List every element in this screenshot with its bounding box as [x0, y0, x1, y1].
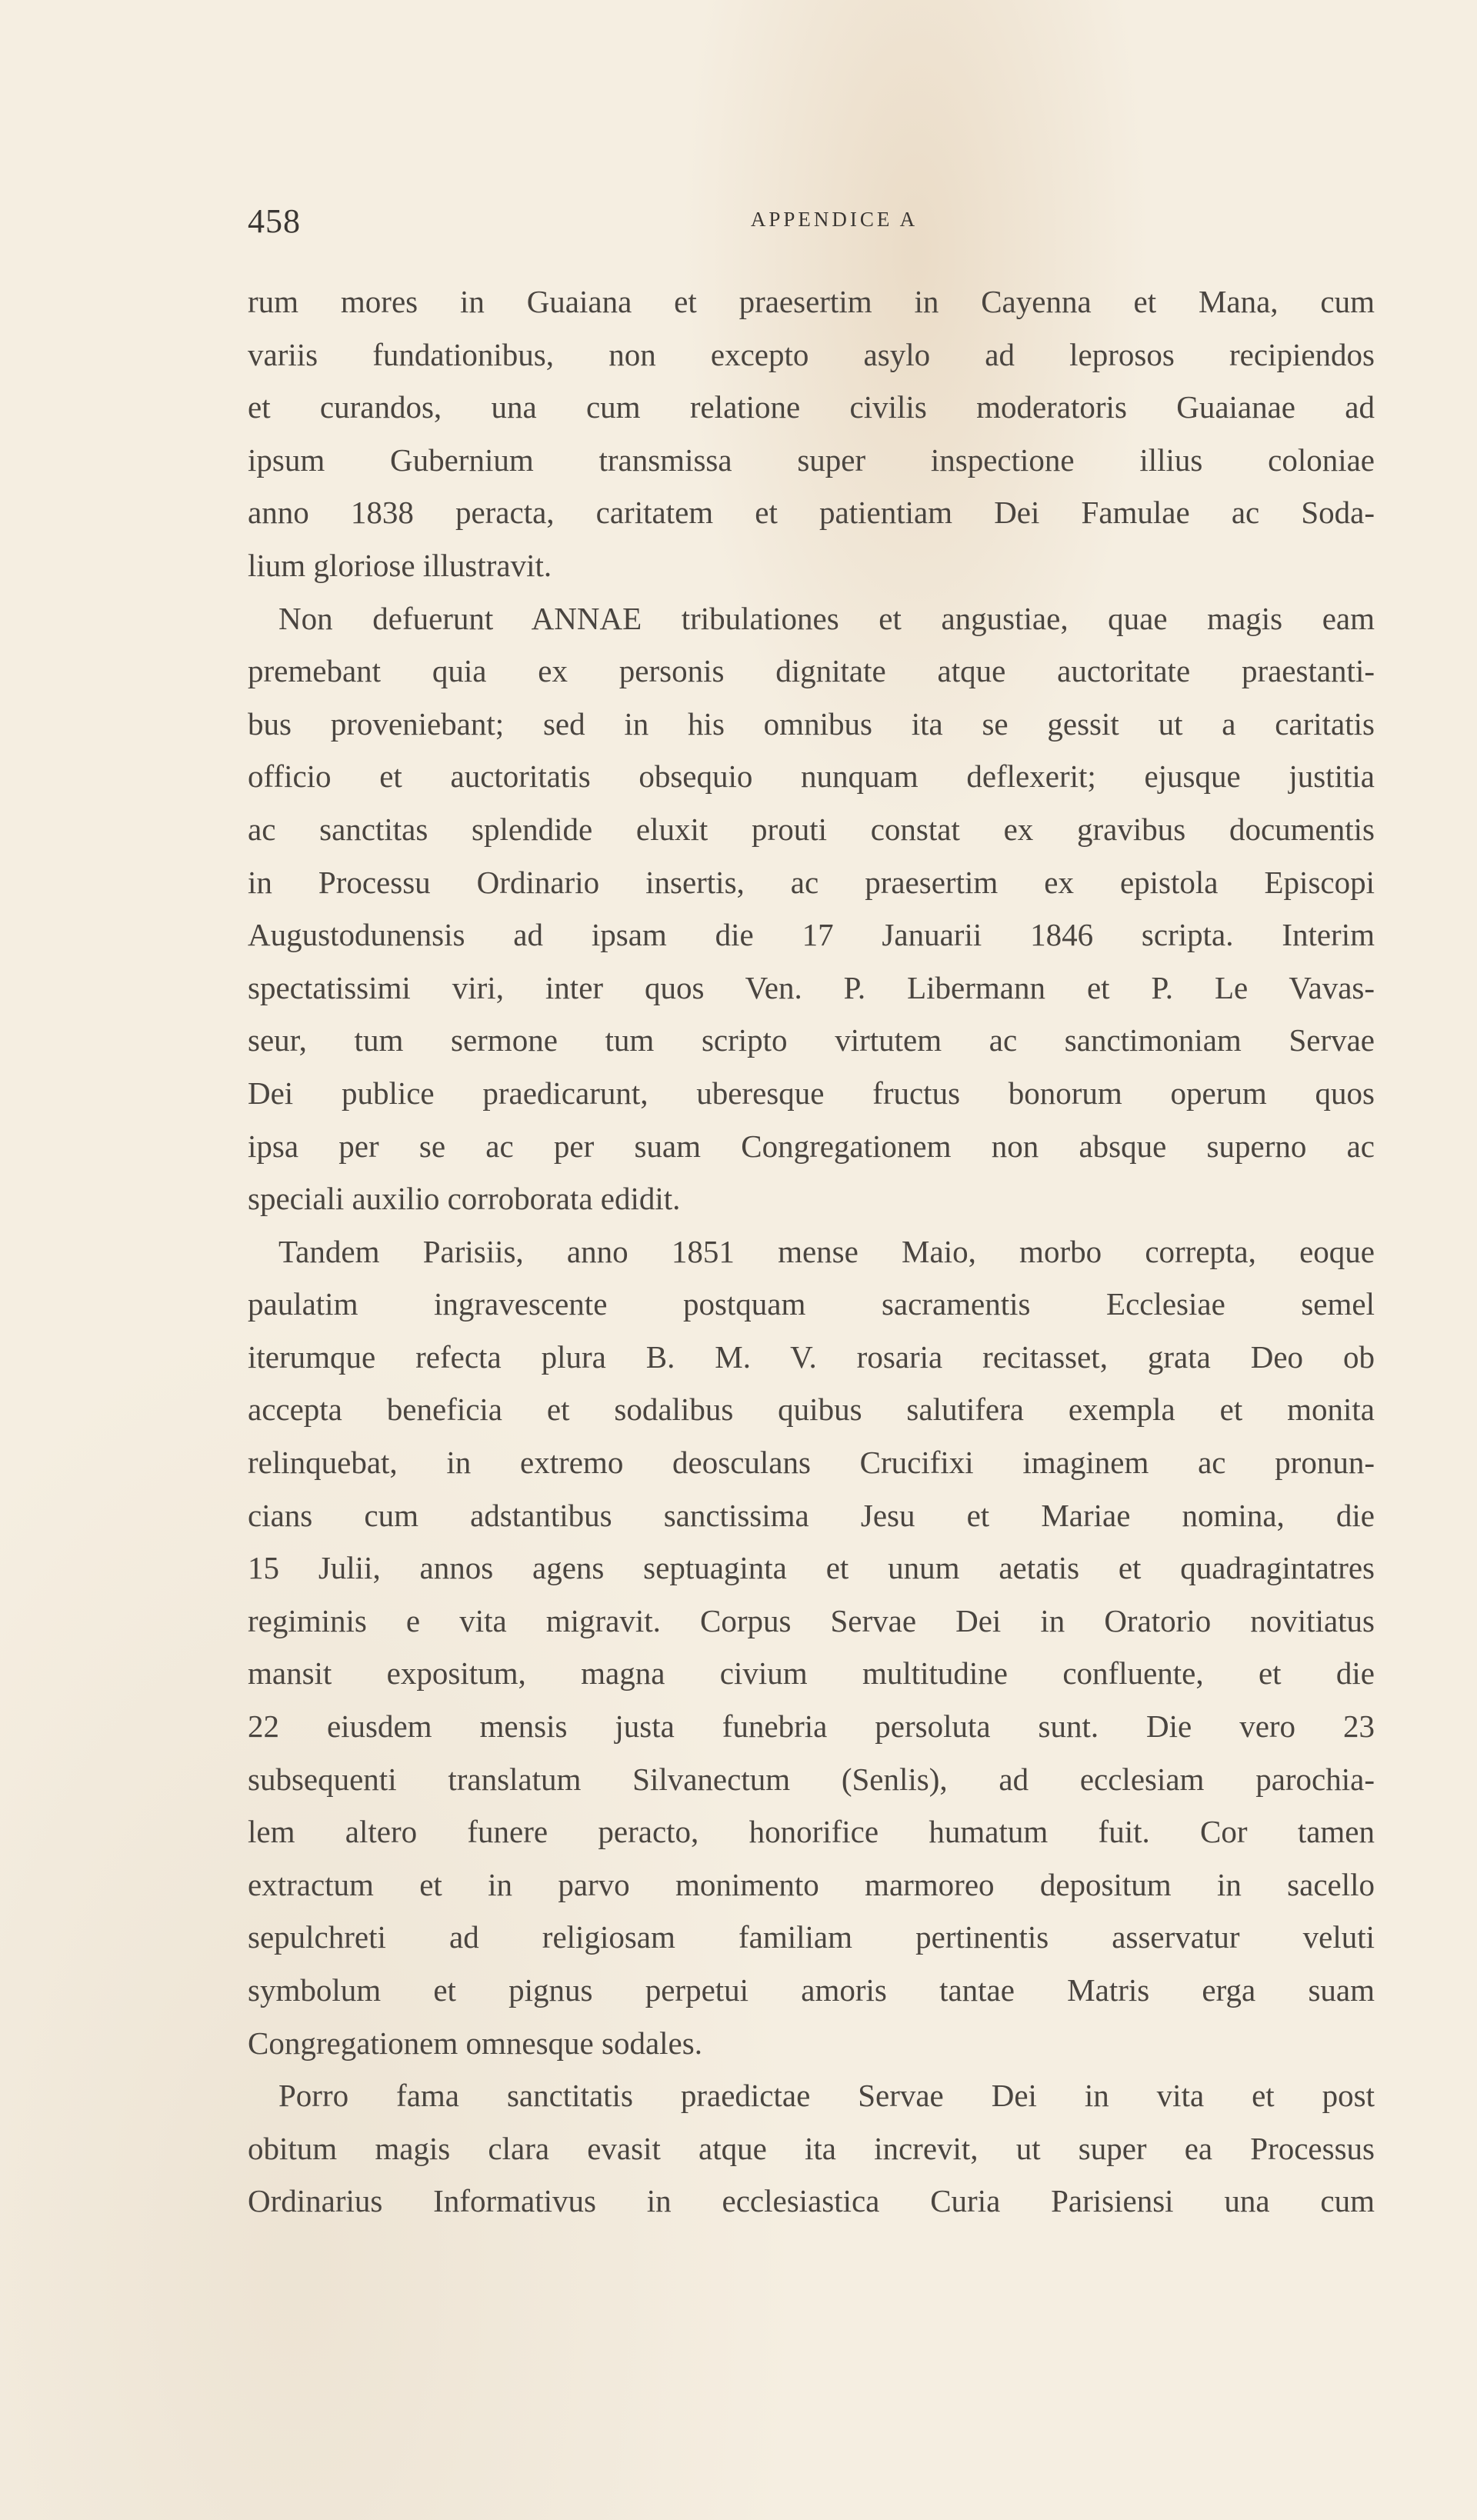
text-line: speciali auxilio corroborata edidit.: [248, 1181, 681, 1217]
text-line: et curandos, una cum relatione civilis moderatoris Guaianae ad: [248, 389, 1375, 425]
text-line: spectatissimi viri, inter quos Ven. P. Libermann et P. Le Vavas-: [248, 969, 1375, 1005]
text-line: symbolum et pignus perpetui amoris tantae Matris erga suam: [248, 1972, 1375, 2008]
text-line: lem altero funere peracto, honorifice humatum fuit. Cor tamen: [248, 1814, 1375, 1850]
text-line: ipsa per se ac per suam Congregationem non absque superno ac: [248, 1128, 1375, 1164]
text-line: sepulchreti ad religiosam familiam pertinentis asservatur veluti: [248, 1919, 1375, 1955]
text-line: rum mores in Guaiana et praesertim in Cayenna et Mana, cum: [248, 284, 1375, 319]
body-text: [248, 275, 1375, 2228]
text-line: subsequenti translatum Silvanectum (Senlis), ad ecclesiam parochia-: [248, 1761, 1375, 1797]
text-line: ac sanctitas splendide eluxit prouti constat ex gravibus documentis: [248, 811, 1375, 847]
text-line: iterumque refecta plura B. M. V. rosaria recitasset, grata Deo ob: [248, 1338, 1375, 1375]
text-line: Congregationem omnesque sodales.: [248, 2025, 702, 2061]
text-line: Non defuerunt ANNAE tribulationes et angustiae, quae magis eam: [278, 600, 1375, 636]
text-line: lium gloriose illustravit.: [248, 547, 552, 583]
paragraph: [248, 592, 1375, 1225]
running-title: APPENDICE A: [750, 208, 919, 231]
paragraph: [248, 2069, 1375, 2228]
text-line: Ordinarius Informativus in ecclesiastica Curia Parisiensi una cum: [248, 2183, 1375, 2219]
paragraph: [248, 275, 1375, 592]
page-number: 458: [248, 202, 301, 240]
text-line: 22 eiusdem mensis justa funebria persoluta sunt. Die vero 23: [248, 1708, 1375, 1745]
text-line: Augustodunensis ad ipsam die 17 Januarii 1846 scripta. Interim: [248, 917, 1375, 953]
text-line: paulatim ingravescente postquam sacramentis Ecclesiae semel: [248, 1286, 1375, 1322]
text-line: regiminis e vita migravit. Corpus Servae Dei in Oratorio novitiatus: [248, 1602, 1375, 1638]
text-line: mansit expositum, magna civium multitudine confluente, et die: [248, 1655, 1375, 1692]
text-line: seur, tum sermone tum scripto virtutem ac sanctimoniam Servae: [248, 1022, 1375, 1058]
text-line: anno 1838 peracta, caritatem et patientiam Dei Famulae ac Soda-: [248, 495, 1375, 531]
text-line: Dei publice praedicarunt, uberesque fructus bonorum operum quos: [248, 1075, 1375, 1111]
running-head: [248, 202, 1375, 248]
text-line: variis fundationibus, non excepto asylo ad leprosos recipiendos: [248, 336, 1375, 372]
text-line: accepta beneficia et sodalibus quibus salutifera exempla et monita: [248, 1392, 1375, 1428]
text-line: ipsum Gubernium transmissa super inspectione illius coloniae: [248, 442, 1375, 478]
paragraph: [248, 1225, 1375, 2070]
text-line: obitum magis clara evasit atque ita increvit, ut super ea Processus: [248, 2130, 1375, 2166]
text-line: Tandem Parisiis, anno 1851 mense Maio, morbo correpta, eoque: [278, 1233, 1375, 1269]
text-line: extractum et in parvo monimento marmoreo depositum in sacello: [248, 1866, 1375, 1902]
text-line: officio et auctoritatis obsequio nunquam deflexerit; ejusque justitia: [248, 758, 1375, 795]
text-line: Porro fama sanctitatis praedictae Servae Dei in vita et post: [278, 2078, 1375, 2114]
text-line: premebant quia ex personis dignitate atque auctoritate praestanti-: [248, 653, 1375, 689]
text-line: relinquebat, in extremo deosculans Crucifixi imaginem ac pronun-: [248, 1445, 1375, 1481]
text-line: 15 Julii, annos agens septuaginta et unum aetatis et quadragintatres: [248, 1550, 1375, 1586]
text-line: in Processu Ordinario insertis, ac praesertim ex epistola Episcopi: [248, 864, 1375, 900]
text-line: bus proveniebant; sed in his omnibus ita se gessit ut a caritatis: [248, 705, 1375, 742]
text-line: cians cum adstantibus sanctissima Jesu et Mariae nomina, die: [248, 1497, 1375, 1533]
